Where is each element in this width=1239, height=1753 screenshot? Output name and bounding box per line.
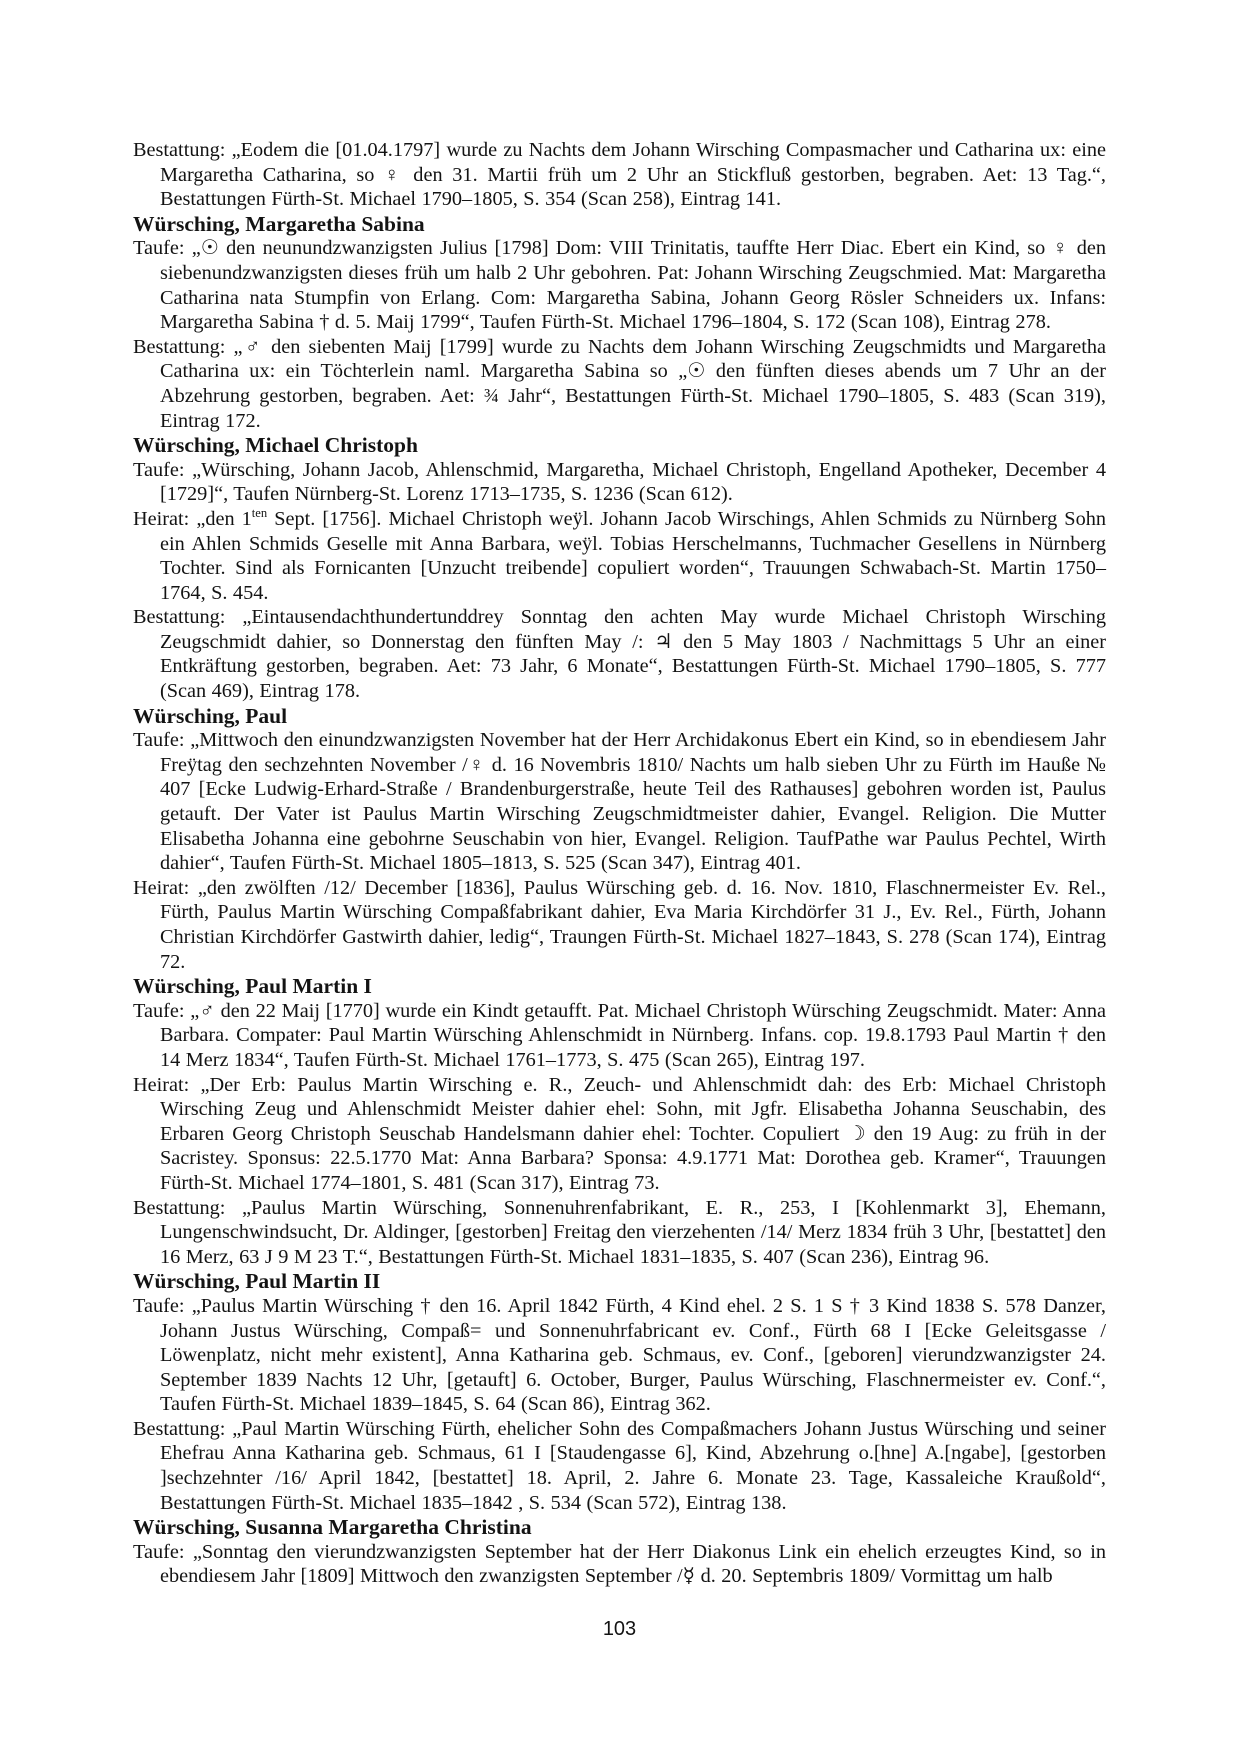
record-paragraph: [133, 1073, 1106, 1196]
record-paragraph: [133, 876, 1106, 974]
record-text: „Würsching, Johann Jacob, Ahlenschmid, Margaretha, Michael Christoph, Engelland Apotheker, December 4 [1729]“, Taufen Nürnberg-St. Lorenz 1713–1735, S. 1236 (Scan 612).: [160, 458, 1106, 506]
record-text: „Sonntag den vierundzwanzigsten September hat der Herr Diakonus Link ein ehelich erzeugtes Kind, so in ebendiesem Jahr [1809] Mittwoch den zwanzigsten September /☿ d. 20. Septembris 1809/ Vormittag um halb: [160, 1540, 1106, 1588]
record-text: „den zwölften /12/ December [1836], Paulus Würsching geb. d. 16. Nov. 1810, Flaschnermeister Ev. Rel., Fürth, Paulus Martin Würsching Compaßfabrikant dahier, Eva Maria Kirchdörfer 31 J., Ev. Rel., Fürth, Johann Christian Kirchdörfer Gastwirth dahier, ledig“, Traungen Fürth-St. Michael 1827–1843, S. 278 (Scan 174), Eintrag 72.: [160, 876, 1106, 973]
record-paragraph: [133, 728, 1106, 876]
document-body: [133, 138, 1106, 1589]
record-text: „Paulus Martin Würsching † den 16. April 1842 Fürth, 4 Kind ehel. 2 S. 1 S † 3 Kind 1838 S. 578 Danzer, Johann Justus Würsching, Compaß= und Sonnenuhrfabricant ev. Conf., Fürth 68 I [Ecke Geleitsgasse / Löwenplatz, nicht mehr existent], Anna Katharina geb. Schmaus, ev. Conf., [geboren] vierundzwanzigster 24. September 1839 Nachts 12 Uhr, [getauft] 6. October, Burger, Paulus Würsching, Flaschnermeister ev. Conf.“, Taufen Fürth-St. Michael 1839–1845, S. 64 (Scan 86), Eintrag 362.: [160, 1294, 1106, 1416]
record-text: „♂ den 22 Maij [1770] wurde ein Kindt getaufft. Pat. Michael Christoph Würsching Zeugschmidt. Mater: Anna Barbara. Compater: Paul Martin Würsching Ahlenschmidt in Nürnberg. Infans. cop. 19.8.1793 Paul Martin † den 14 Merz 1834“, Taufen Fürth-St. Michael 1761–1773, S. 475 (Scan 265), Eintrag 197.: [160, 999, 1106, 1071]
record-paragraph: [133, 1196, 1106, 1270]
person-heading: Würsching, Paul Martin II: [133, 1269, 381, 1294]
person-heading: Würsching, Susanna Margaretha Christina: [133, 1515, 532, 1540]
record-type-label: Heirat:: [133, 507, 190, 530]
record-paragraph: [133, 1417, 1106, 1515]
record-type-label: Taufe:: [133, 458, 185, 481]
record-text: „Mittwoch den einundzwanzigsten November hat der Herr Archidakonus Ebert ein Kind, so in ebendiesem Jahr Freÿtag den sechzehnten November /♀ d. 16 Novembris 1810/ Nachts um halb sieben Uhr zu Fürth im Hauße № 407 [Ecke Ludwig-Erhard-Straße / Brandenburgerstraße, heute Teil des Rathauses] gebohren worden ist, Paulus getauft. Der Vater ist Paulus Martin Wirsching Zeugschmidtmeister dahier, Evangel. Religion. Die Mutter Elisabetha Johanna eine gebohrne Seuschabin von hier, Evangel. Religion. TaufPathe war Paulus Pechtel, Wirth dahier“, Taufen Fürth-St. Michael 1805–1813, S. 525 (Scan 347), Eintrag 401.: [160, 729, 1106, 875]
record-type-label: Taufe:: [133, 1540, 185, 1563]
person-heading: Würsching, Paul: [133, 703, 288, 728]
record-text: „Eintausendachthundertunddrey Sonntag den achten May wurde Michael Christoph Wirsching Zeugschmidt dahier, so Donnerstag den fünften May /: ♃ den 5 May 1803 / Nachmittags 5 Uhr an einer Entkräftung gestorben, begraben. Aet: 73 Jahr, 6 Monate“, Bestattungen Fürth-St. Michael 1790–1805, S. 777 (Scan 469), Eintrag 178.: [160, 606, 1106, 703]
person-heading: Würsching, Margaretha Sabina: [133, 211, 425, 236]
record-paragraph: [133, 138, 1106, 212]
record-type-label: Heirat:: [133, 1073, 190, 1096]
record-type-label: Bestattung:: [133, 1417, 226, 1440]
record-paragraph: [133, 335, 1106, 433]
record-text: „Der Erb: Paulus Martin Wirsching e. R., Zeuch- und Ahlenschmidt dah: des Erb: Michael Christoph Wirsching Zeug und Ahlenschmidt Meister dahier ehel: Sohn, mit Jgfr. Elisabetha Johanna Seuschabin, des Erbaren Georg Christoph Seuschab Handelsmann dahier ehel: Tochter. Copuliert ☽ den 19 Aug: zu früh in der Sacristey. Sponsus: 22.5.1770 Mat: Anna Barbara? Sponsa: 4.9.1771 Mat: Dorothea geb. Kramer“, Trauungen Fürth-St. Michael 1774–1801, S. 481 (Scan 317), Eintrag 73.: [160, 1073, 1106, 1194]
person-heading: Würsching, Paul Martin I: [133, 974, 372, 999]
record-text: „☉ den neunundzwanzigsten Julius [1798] Dom: VIII Trinitatis, tauffte Herr Diac. Ebert ein Kind, so ♀ den siebenundzwanzigsten dieses früh um halb 2 Uhr gebohren. Pat: Johann Wirsching Zeugschmied. Mat: Margaretha Catharina nata Stumpfin von Erlang. Com: Margaretha Sabina, Johann Georg Rösler Schneiders ux. Infans: Margaretha Sabina † d. 5. Maij 1799“, Taufen Fürth-St. Michael 1796–1804, S. 172 (Scan 108), Eintrag 278.: [160, 237, 1106, 334]
record-type-label: Taufe:: [133, 237, 185, 260]
record-type-label: Bestattung:: [133, 1196, 226, 1219]
record-paragraph: [133, 1294, 1106, 1417]
record-type-label: Bestattung:: [133, 606, 226, 629]
record-text: „den $1^{ten}$ Sept. [1756]. Michael Christoph weÿl. Johann Jacob Wirschings, Ahlen Schmids zu Nürnberg Sohn ein Ahlen Schmids Geselle mit Anna Barbara, weÿl. Tobias Herschelmanns, Tuchmacher Gesellens in Nürnberg Tochter. Sind als Fornicanten [Unzucht treibende] copuliert worden“, Trauungen Schwabach-St. Martin 1750–1764, S. 454.: [160, 506, 1107, 604]
record-type-label: Taufe:: [133, 1294, 185, 1317]
record-paragraph: [133, 999, 1106, 1073]
record-paragraph: [133, 236, 1106, 334]
record-paragraph: [133, 507, 1106, 605]
record-type-label: Taufe:: [133, 999, 185, 1022]
record-type-label: Bestattung:: [133, 335, 226, 358]
record-paragraph: [133, 1540, 1106, 1589]
person-heading: Würsching, Michael Christoph: [133, 433, 418, 458]
page-number: 103: [602, 1618, 637, 1640]
record-text: „Paul Martin Würsching Fürth, ehelicher Sohn des Compaßmachers Johann Justus Würsching und seiner Ehefrau Anna Katharina geb. Schmaus, 61 I [Staudengasse 6], Kind, Abzehrung o.[hne] A.[ngabe], [gestorben ]sechzehnter /16/ April 1842, [bestattet] 18. April, 2. Jahre 6. Monate 23. Tage, Kassaleiche Kraußold“, Bestattungen Fürth-St. Michael 1835–1842 , S. 534 (Scan 572), Eintrag 138.: [160, 1417, 1106, 1514]
record-type-label: Bestattung:: [133, 139, 226, 161]
record-paragraph: [133, 458, 1106, 507]
record-type-label: Taufe:: [133, 729, 185, 752]
record-text: „Eodem die [01.04.1797] wurde zu Nachts dem Johann Wirsching Compasmacher und Catharina ux: eine Margaretha Catharina, so ♀ den 31. Martii früh um 2 Uhr an Stickfluß gestorben, begraben. Aet: 13 Tag.“, Bestattungen Fürth-St. Michael 1790–1805, S. 354 (Scan 258), Eintrag 141.: [160, 139, 1106, 211]
record-text: „♂ den siebenten Maij [1799] wurde zu Nachts dem Johann Wirsching Zeugschmidts und Margaretha Catharina ux: ein Töchterlein naml. Margaretha Sabina so „☉ den fünften dieses abends um 7 Uhr an der Abzehrung gestorben, begraben. Aet: ¾ Jahr“, Bestattungen Fürth-St. Michael 1790–1805, S. 483 (Scan 319), Eintrag 172.: [160, 335, 1106, 432]
record-type-label: Heirat:: [133, 876, 190, 899]
record-text: „Paulus Martin Würsching, Sonnenuhrenfabrikant, E. R., 253, I [Kohlenmarkt 3], Ehemann, Lungenschwindsucht, Dr. Aldinger, [gestorben] Freitag den vierzehenten /14/ Merz 1834 früh 3 Uhr, [bestattet] den 16 Merz, 63 J 9 M 23 T.“, Bestattungen Fürth-St. Michael 1831–1835, S. 407 (Scan 236), Eintrag 96.: [160, 1196, 1106, 1268]
record-paragraph: [133, 605, 1106, 703]
